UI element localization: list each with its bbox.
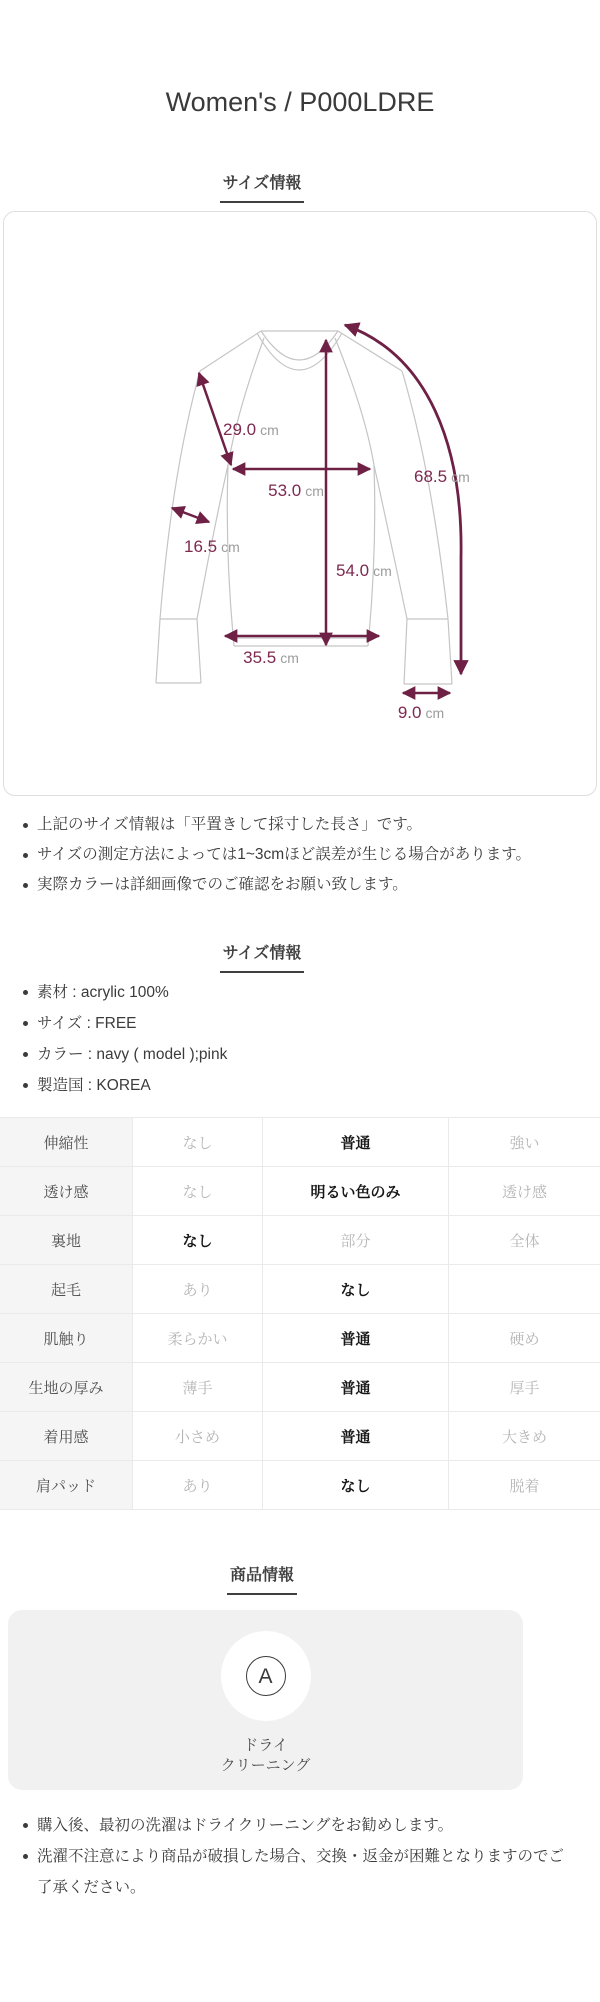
care-label-line2: クリーニング	[220, 1757, 311, 1774]
option-cell: なし	[132, 1216, 262, 1264]
size-info-section-header	[0, 174, 524, 203]
option-cell: 柔らかい	[132, 1314, 262, 1362]
option-cell	[448, 1265, 600, 1313]
option-cell: 強い	[448, 1118, 600, 1166]
care-label	[221, 1736, 311, 1776]
detail-item: カラー : navy ( model );pink	[0, 1039, 600, 1070]
care-panel	[8, 1610, 523, 1790]
garment-outline	[156, 331, 452, 684]
table-row	[0, 1216, 600, 1265]
table-row	[0, 1461, 600, 1510]
care-circle	[221, 1631, 311, 1721]
measurement-raglan-seam: 29.0 cm	[223, 420, 279, 439]
option-cell: なし	[132, 1167, 262, 1215]
product-info-heading: 商品情報	[227, 1566, 297, 1595]
row-label: 着用感	[0, 1412, 132, 1460]
note-item: 購入後、最初の洗濯はドライクリーニングをお勧めします。	[0, 1810, 600, 1841]
table-row	[0, 1265, 600, 1314]
measurement-hem-width: 35.5 cm	[243, 648, 299, 667]
note-item: 上記のサイズ情報は「平置きして採寸した長さ」です。	[0, 810, 600, 840]
garment-diagram	[4, 212, 597, 795]
size-detail-list	[0, 977, 600, 1101]
detail-item: 素材 : acrylic 100%	[0, 977, 600, 1008]
option-cell: なし	[132, 1118, 262, 1166]
page-title: Women's / P000LDRE	[165, 87, 435, 117]
option-cell: 脱着	[448, 1461, 600, 1509]
row-label: 生地の厚み	[0, 1363, 132, 1411]
note-item: 洗濯不注意により商品が破損した場合、交換・返金が困難となりますのでご了承ください。	[0, 1841, 600, 1903]
size-info-heading: サイズ情報	[220, 174, 305, 203]
table-row	[0, 1363, 600, 1412]
option-cell: 厚手	[448, 1363, 600, 1411]
option-cell: 小さめ	[132, 1412, 262, 1460]
dry-cleaning-icon: A	[246, 1656, 286, 1696]
size-detail-heading: サイズ情報	[220, 944, 305, 973]
option-cell: 透け感	[448, 1167, 600, 1215]
measurement-body-length: 54.0 cm	[336, 561, 392, 580]
table-row	[0, 1412, 600, 1461]
care-label-line1: ドライ	[243, 1737, 288, 1754]
product-info-section-header	[0, 1566, 524, 1595]
row-label: 肌触り	[0, 1314, 132, 1362]
option-cell: 薄手	[132, 1363, 262, 1411]
garment-diagram-box	[3, 211, 597, 796]
size-detail-section-header	[0, 944, 524, 973]
row-label: 肩パッド	[0, 1461, 132, 1509]
option-cell: なし	[262, 1461, 448, 1509]
option-cell: 普通	[262, 1118, 448, 1166]
option-cell: 全体	[448, 1216, 600, 1264]
attribute-table	[0, 1117, 600, 1510]
table-row	[0, 1118, 600, 1167]
option-cell: 明るい色のみ	[262, 1167, 448, 1215]
measurement-cuff-width: 9.0 cm	[397, 703, 445, 722]
note-item: サイズの測定方法によっては1~3cmほど誤差が生じる場合があります。	[0, 840, 600, 870]
option-cell: 普通	[262, 1363, 448, 1411]
option-cell: 大きめ	[448, 1412, 600, 1460]
option-cell: 普通	[262, 1314, 448, 1362]
option-cell: あり	[132, 1461, 262, 1509]
option-cell: 部分	[262, 1216, 448, 1264]
measurement-chest-width: 53.0 cm	[268, 481, 324, 500]
measurement-sleeve-width: 16.5 cm	[184, 537, 240, 556]
option-cell: 普通	[262, 1412, 448, 1460]
row-label: 透け感	[0, 1167, 132, 1215]
option-cell: あり	[132, 1265, 262, 1313]
table-row	[0, 1314, 600, 1363]
note-item: 実際カラーは詳細画像でのご確認をお願い致します。	[0, 870, 600, 900]
row-label: 裏地	[0, 1216, 132, 1264]
table-row	[0, 1167, 600, 1216]
detail-item: 製造国 : KOREA	[0, 1070, 600, 1101]
measurement-sleeve-length: 68.5 cm	[414, 467, 470, 486]
care-notes-list	[0, 1810, 600, 1903]
row-label: 伸縮性	[0, 1118, 132, 1166]
size-notes-list	[0, 810, 600, 900]
option-cell: 硬め	[448, 1314, 600, 1362]
option-cell: なし	[262, 1265, 448, 1313]
detail-item: サイズ : FREE	[0, 1008, 600, 1039]
row-label: 起毛	[0, 1265, 132, 1313]
